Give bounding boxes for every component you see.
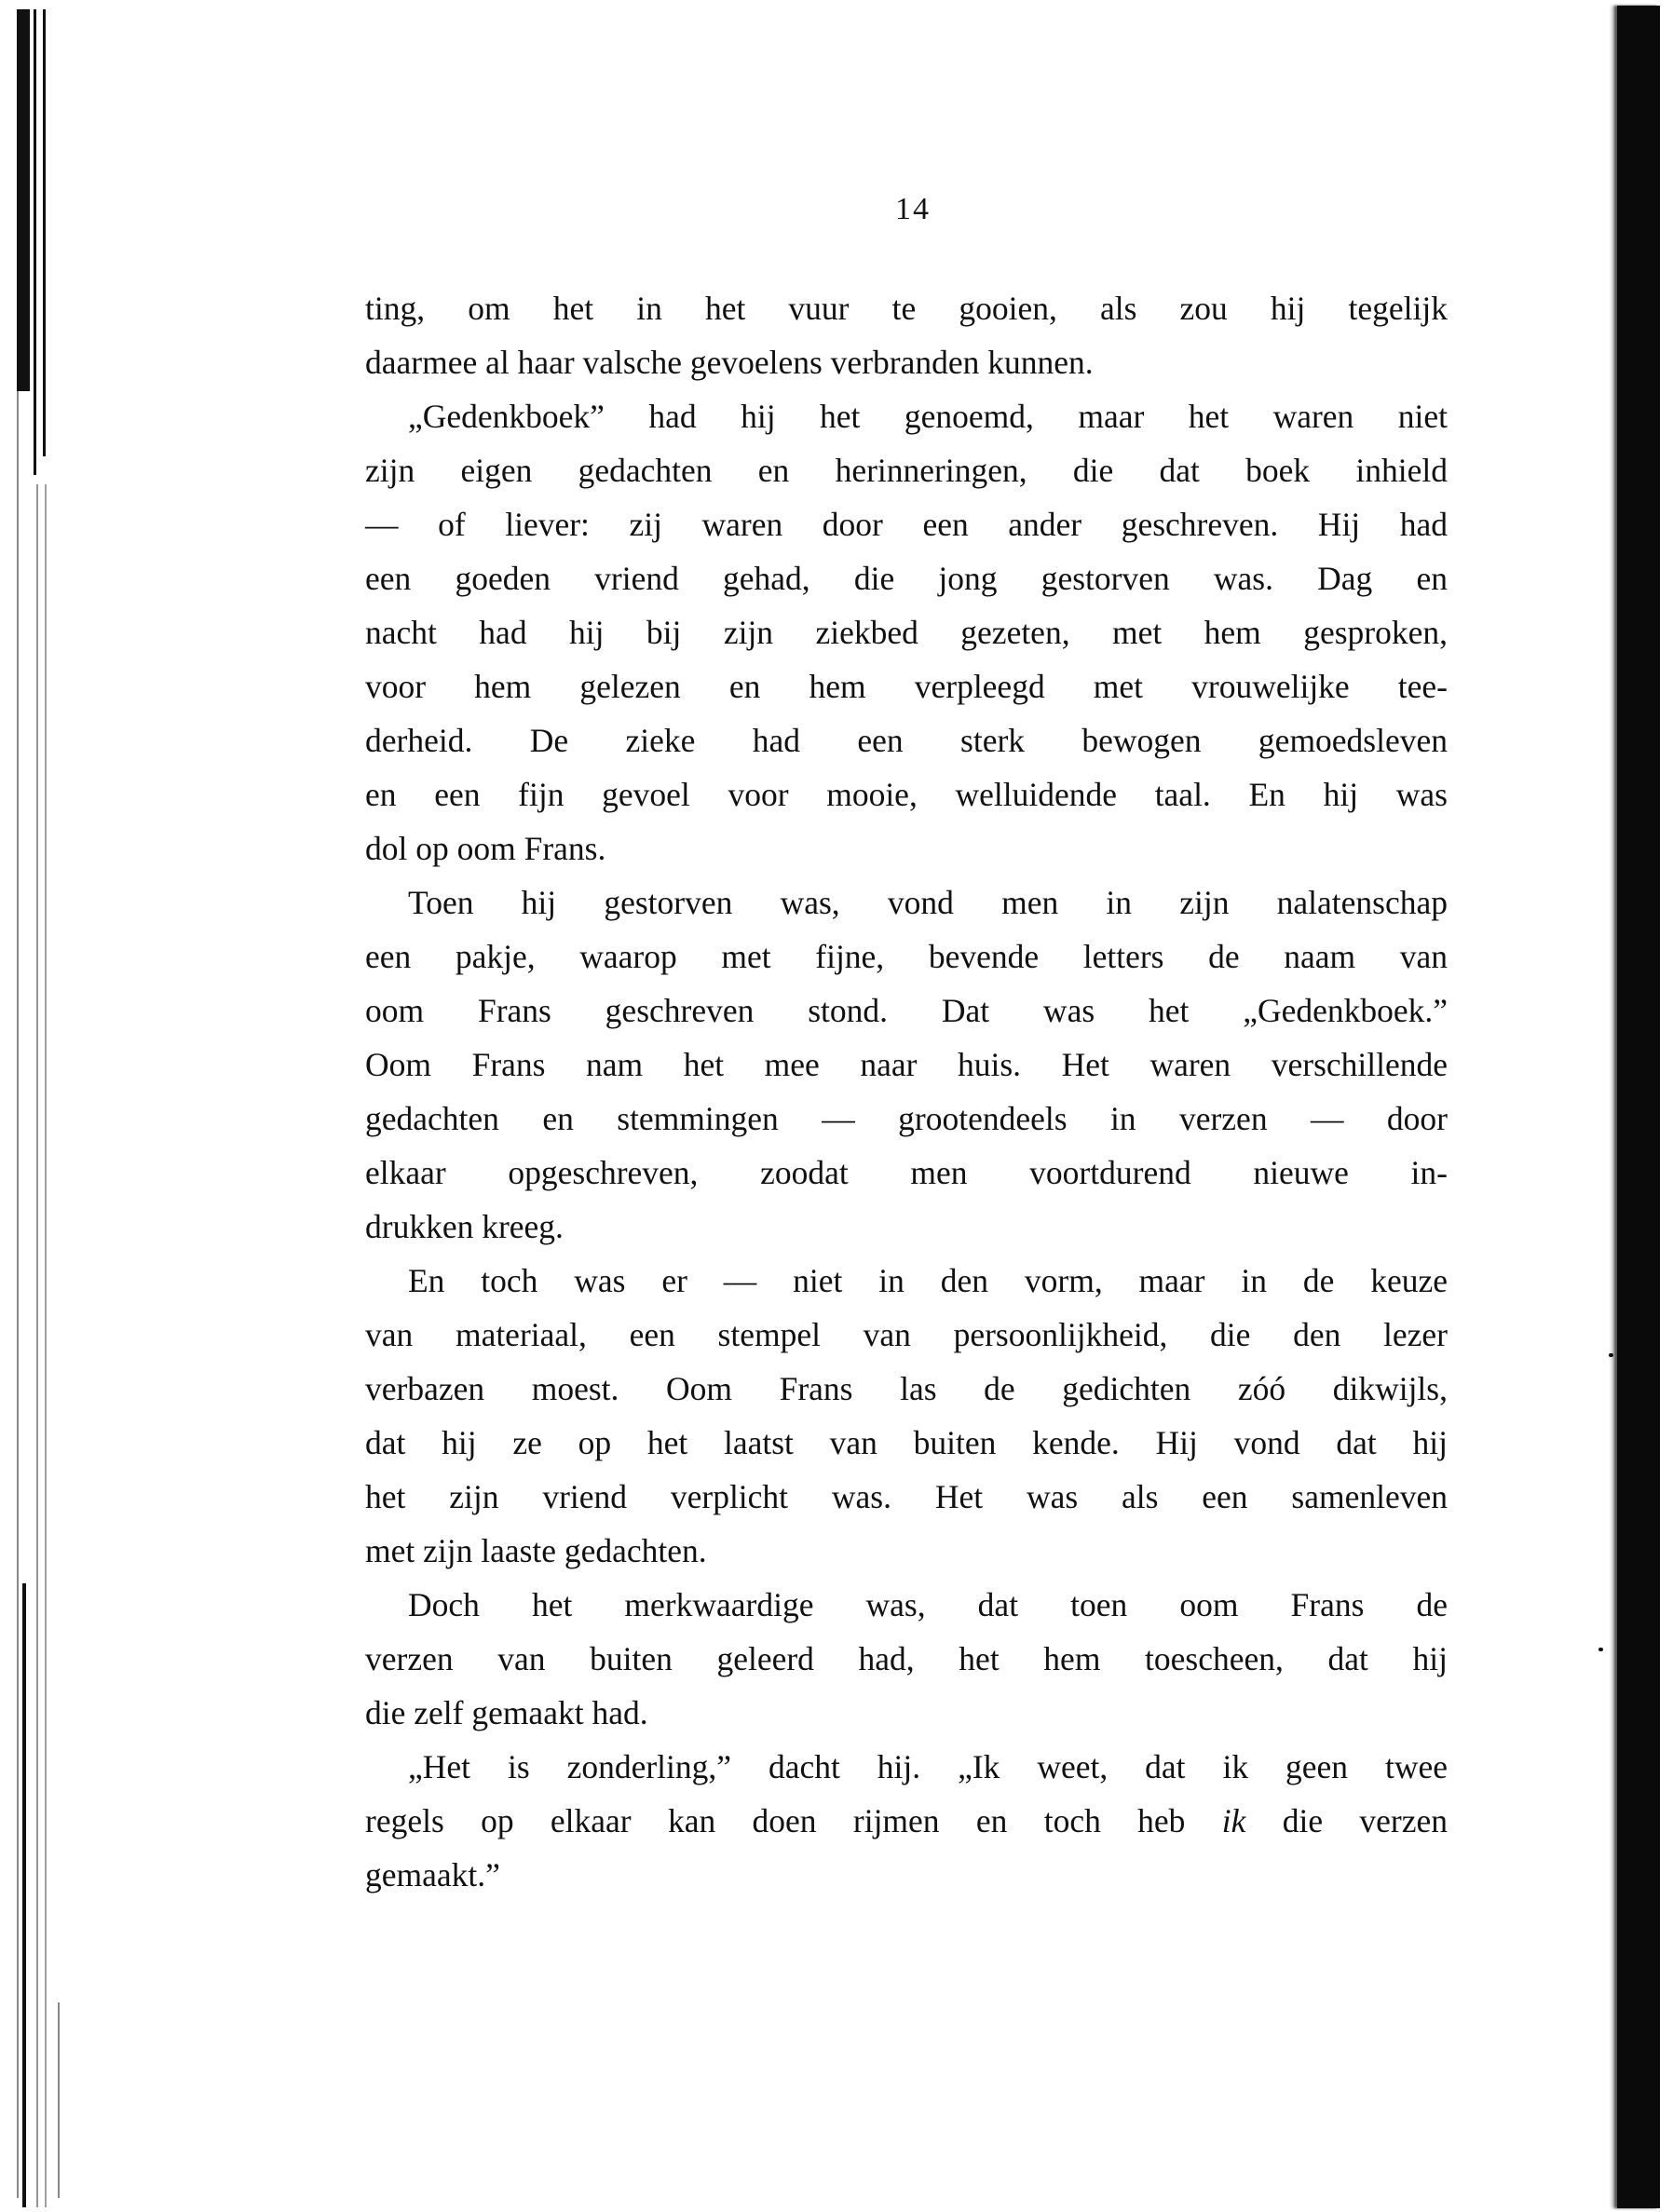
text-line: derheid. De zieke had een sterk bewogen gemoedsleven [365,722,1448,759]
text-line: „Gedenkboek” had hij het genoemd, maar het waren niet [408,398,1448,435]
paragraph [365,1254,1448,1578]
left-binding-edge [0,0,65,2212]
text-line: verzen van buiten geleerd had, het hem toescheen, dat hij [365,1640,1448,1677]
text-segment: die verzen [1245,1802,1448,1839]
scan-speck [1609,1353,1613,1357]
text-line: daarmee al haar valsche gevoelens verbranden kunnen. [365,344,1094,381]
body-text [365,281,1448,1902]
paragraph [365,281,1448,389]
text-line: oom Frans geschreven stond. Dat was het „Gedenkboek.” [365,992,1448,1029]
page-number: 14 [895,192,931,226]
text-line: en een fijn gevoel voor mooie, welluidende taal. En hij was [365,776,1448,813]
text-line: En toch was er — niet in den vorm, maar in de keuze [408,1262,1448,1299]
text-line: nacht had hij bij zijn ziekbed gezeten, met hem gesproken, [365,614,1448,651]
text-line: drukken kreeg. [365,1208,564,1245]
text-line: Toen hij gestorven was, vond men in zijn nalatenschap [408,884,1448,921]
paragraph [365,1740,1448,1902]
emphasized-word: ik [1221,1802,1246,1839]
text-line: met zijn laaste gedachten. [365,1532,707,1569]
text-line: gemaakt.” [365,1856,500,1893]
text-line: „Het is zonderling,” dacht hij. „Ik weet, dat ik geen twee [408,1748,1448,1785]
paragraph [365,389,1448,875]
text-line: — of liever: zij waren door een ander geschreven. Hij had [365,506,1448,543]
text-line: voor hem gelezen en hem verpleegd met vrouwelijke tee- [365,668,1448,705]
text-line: verbazen moest. Oom Frans las de gedichten zóó dikwijls, [365,1370,1448,1407]
paragraph [365,1578,1448,1740]
paragraph [365,875,1448,1254]
text-line: dol op oom Frans. [365,830,606,867]
text-line: die zelf gemaakt had. [365,1694,648,1731]
text-line: een pakje, waarop met fijne, bevende letters de naam van [365,938,1448,975]
text-segment: regels op elkaar kan doen rijmen en toch heb [365,1802,1222,1839]
text-line: Doch het merkwaardige was, dat toen oom Frans de [408,1586,1448,1623]
text-line: het zijn vriend verplicht was. Het was als een samenleven [365,1478,1448,1515]
right-binding-edge [1608,0,1673,2212]
text-line: Oom Frans nam het mee naar huis. Het waren verschillende [365,1046,1448,1083]
text-line [365,1794,1448,1848]
text-line: gedachten en stemmingen — grootendeels in verzen — door [365,1100,1448,1137]
text-line: ting, om het in het vuur te gooien, als zou hij tegelijk [365,290,1448,327]
scan-speck [1598,1648,1603,1651]
text-line: dat hij ze op het laatst van buiten kende. Hij vond dat hij [365,1424,1448,1461]
text-line: elkaar opgeschreven, zoodat men voortdurend nieuwe in- [365,1154,1448,1191]
text-line: zijn eigen gedachten en herinneringen, die dat boek inhield [365,452,1448,489]
text-line: een goeden vriend gehad, die jong gestorven was. Dag en [365,560,1448,597]
text-line: van materiaal, een stempel van persoonlijkheid, die den lezer [365,1316,1448,1353]
